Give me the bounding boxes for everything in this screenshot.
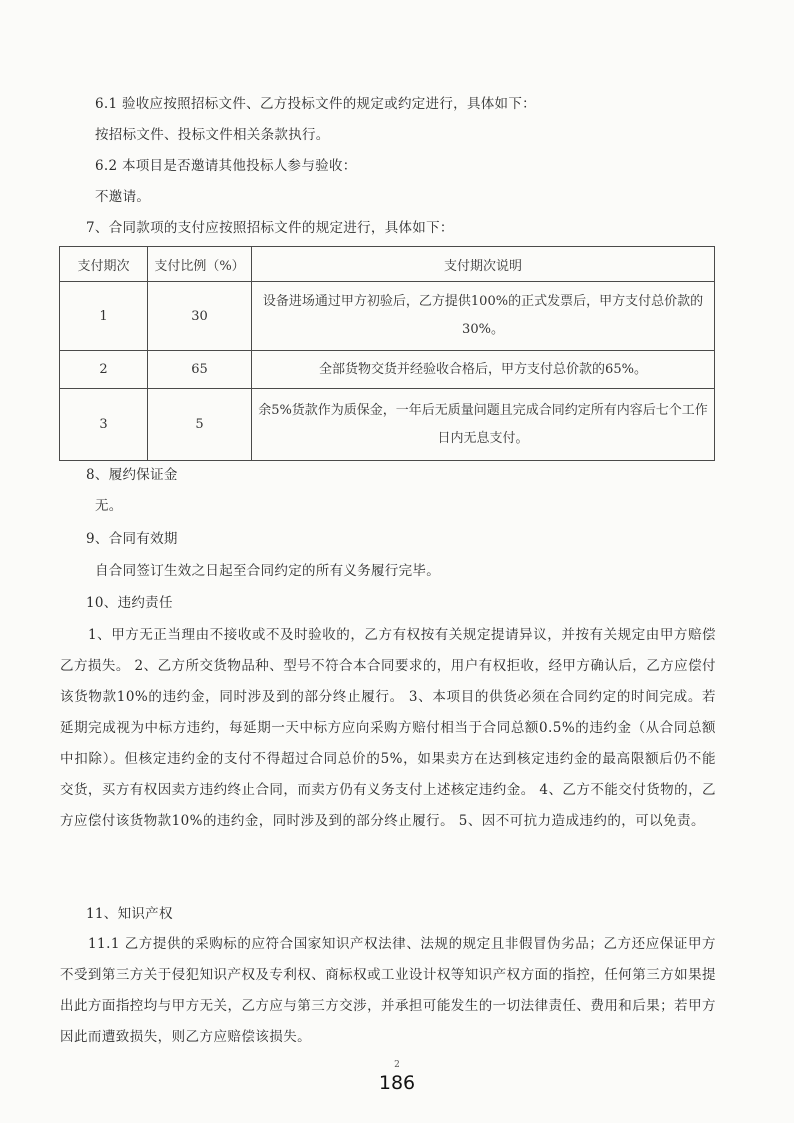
clause-8-body: 无。 — [95, 498, 123, 514]
clause-7-heading: 7、合同款项的支付应按照招标文件的规定进行，具体如下： — [86, 220, 454, 236]
clause-6-1-heading: 6.1 验收应按照招标文件、乙方投标文件的规定或约定进行，具体如下： — [95, 96, 536, 112]
clause-6-2-heading: 6.2 本项目是否邀请其他投标人参与验收： — [95, 158, 357, 174]
clause-10-heading: 10、违约责任 — [86, 595, 173, 611]
clause-9-heading: 9、合同有效期 — [86, 531, 178, 547]
header-ratio: 支付比例（%） — [148, 247, 252, 282]
clause-6-2-body: 不邀请。 — [95, 189, 151, 205]
row-period: 2 — [60, 351, 148, 389]
clause-6-1-body: 按招标文件、投标文件相关条款执行。 — [95, 127, 330, 143]
page-number-stamp: 186 — [378, 1072, 416, 1094]
header-period: 支付期次 — [60, 247, 148, 282]
table-row — [60, 282, 715, 351]
row-description: 设备进场通过甲方初验后，乙方提供100%的正式发票后，甲方支付总价款的30%。 — [252, 282, 715, 351]
row-description: 余5%货款作为质保金，一年后无质量问题且完成合同约定所有内容后七个工作日内无息支付。 — [252, 389, 715, 461]
row-ratio: 65 — [148, 351, 252, 389]
row-description: 全部货物交货并经验收合格后，甲方支付总价款的65%。 — [252, 351, 715, 389]
payment-schedule-table — [59, 246, 715, 461]
table-header-row — [60, 247, 715, 282]
header-description: 支付期次说明 — [252, 247, 715, 282]
clause-9-body: 自合同签订生效之日起至合同约定的所有义务履行完毕。 — [95, 563, 440, 579]
row-period: 1 — [60, 282, 148, 351]
page-number-small: 2 — [394, 1060, 400, 1070]
row-ratio: 30 — [148, 282, 252, 351]
clause-11-heading: 11、知识产权 — [86, 906, 173, 922]
table-row — [60, 389, 715, 461]
clause-11-body: 11.1 乙方提供的采购标的应符合国家知识产权法律、法规的规定且非假冒伪劣品；乙方还应保证甲方不受到第三方关于侵犯知识产权及专利权、商标权或工业设计权等知识产权方面的指控，任何第三方如果提出此方面指控均与甲方无关，乙方应与第三方交涉，并承担可能发生的一切法律责任、费用和后果；若甲方因此而遭致损失，则乙方应赔偿该损失。 — [60, 936, 716, 1045]
row-period: 3 — [60, 389, 148, 461]
row-ratio: 5 — [148, 389, 252, 461]
table-row — [60, 351, 715, 389]
clause-8-heading: 8、履约保证金 — [86, 467, 178, 483]
clause-10-body: 1、甲方无正当理由不接收或不及时验收的，乙方有权按有关规定提请异议，并按有关规定由甲方赔偿乙方损失。 2、乙方所交货物品种、型号不符合本合同要求的，用户有权拒收，经甲方确认后，乙方应偿付该货物款10%的违约金，同时涉及到的部分终止履行。 3、本项目的供货必须在合同约定的时间完成。若延期完成视为中标方违约，每延期一天中标方应向采购方赔付相当于合同总额0.5%的违约金（从合同总额中扣除）。但核定违约金的支付不得超过合同总价的5%，如果卖方在达到核定违约金的最高限额后仍不能交货，买方有权因卖方违约终止合同，而卖方仍有义务支付上述核定违约金。 4、乙方不能交付货物的，乙方应偿付该货物款10%的违约金，同时涉及到的部分终止履行。 5、因不可抗力造成违约的，可以免责。 — [60, 627, 716, 829]
